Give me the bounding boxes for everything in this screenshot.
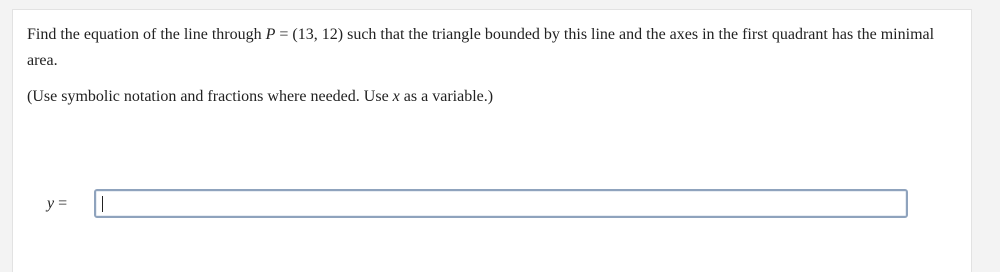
answer-input[interactable] — [94, 189, 908, 218]
question-text-part2: = (13, 12) such that the triangle bounded by this line and the axes in the first quadrant has the minimal area. — [27, 26, 935, 69]
text-caret — [102, 196, 103, 212]
answer-row — [13, 188, 973, 220]
hint-text — [27, 86, 493, 108]
question-text-part1: Find the equation of the line through — [27, 26, 266, 43]
hint-text-part2: as a variable.) — [399, 88, 494, 105]
question-text — [27, 22, 957, 74]
answer-label-equals: = — [54, 195, 68, 212]
hint-variable: x — [392, 88, 400, 105]
point-variable: P — [265, 26, 276, 43]
question-card — [12, 9, 972, 272]
answer-label — [47, 195, 67, 213]
answer-label-variable: y — [47, 195, 55, 212]
hint-text-part1: (Use symbolic notation and fractions where needed. Use — [27, 88, 393, 105]
